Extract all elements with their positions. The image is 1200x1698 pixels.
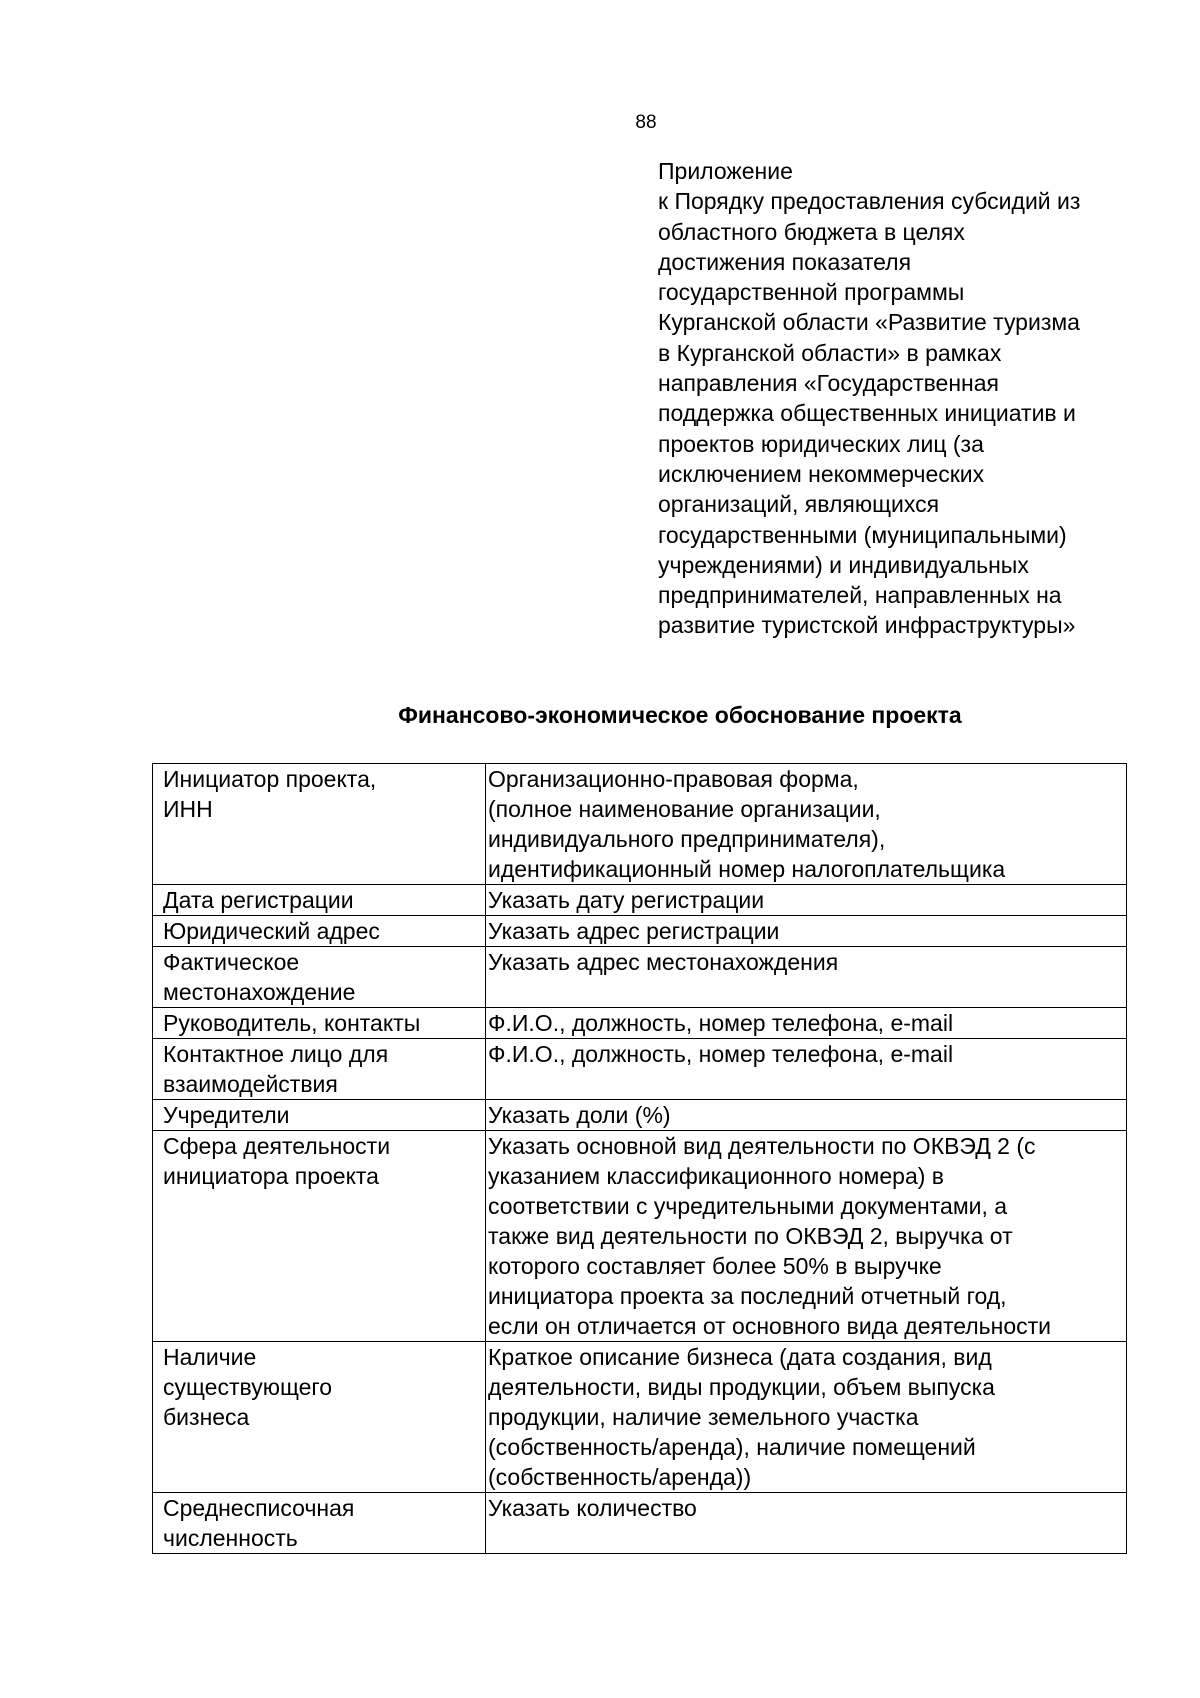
table-row	[153, 1008, 1127, 1039]
table-row	[153, 1039, 1127, 1100]
cell-line: (собственность/аренда))	[488, 1464, 752, 1490]
row-label-actual-location	[153, 947, 486, 1008]
cell-line: Среднесписочная	[163, 1495, 355, 1521]
appendix-line: направления «Государственная	[658, 370, 1000, 397]
cell-line: также вид деятельности по ОКВЭД 2, выручка от	[488, 1223, 1013, 1249]
cell-line: Инициатор проекта,	[163, 766, 377, 792]
cell-line: существующего	[163, 1374, 333, 1400]
cell-line: Организационно-правовая форма,	[488, 766, 859, 792]
row-value-existing-business	[486, 1342, 1127, 1493]
table-row	[153, 916, 1127, 947]
row-value-initiator	[486, 764, 1127, 885]
cell-line: если он отличается от основного вида деятельности	[488, 1313, 1052, 1339]
cell-line: (полное наименование организации,	[488, 796, 881, 822]
row-label-founders	[153, 1100, 486, 1131]
cell-line: идентификационный номер налогоплательщика	[488, 856, 1006, 882]
cell-line: Указать доли (%)	[488, 1102, 671, 1128]
cell-line: Сфера деятельности	[163, 1133, 391, 1159]
document-title: Финансово-экономическое обоснование проекта	[398, 702, 962, 728]
row-label-existing-business	[153, 1342, 486, 1493]
appendix-line: к Порядку предоставления субсидий из	[658, 188, 1081, 215]
project-info-table	[152, 763, 1127, 1554]
table-row	[153, 947, 1127, 1008]
table-row	[153, 885, 1127, 916]
appendix-line: исключением некоммерческих	[658, 460, 985, 487]
appendix-line: Приложение	[658, 158, 793, 184]
row-value-activity-area	[486, 1131, 1127, 1342]
cell-line: Контактное лицо для	[163, 1041, 389, 1067]
cell-line: ИНН	[163, 796, 213, 822]
appendix-line: поддержка общественных инициатив и	[658, 400, 1076, 427]
appendix-line: областного бюджета в целях	[658, 218, 965, 245]
cell-line: Ф.И.О., должность, номер телефона, e-mail	[488, 1041, 954, 1067]
cell-line: Дата регистрации	[163, 887, 354, 913]
cell-line: численность	[163, 1525, 298, 1551]
row-label-contact-person	[153, 1039, 486, 1100]
row-label-legal-address	[153, 916, 486, 947]
cell-line: взаимодействия	[163, 1071, 338, 1097]
cell-line: бизнеса	[163, 1404, 250, 1430]
appendix-line: организаций, являющихся	[658, 491, 940, 518]
cell-line: Указать адрес регистрации	[488, 918, 780, 944]
appendix-line: достижения показателя	[658, 248, 912, 275]
appendix-line: Курганской области «Развитие туризма	[658, 309, 1080, 336]
cell-line: инициатора проекта за последний отчетный год,	[488, 1283, 1007, 1309]
row-value-registration-date	[486, 885, 1127, 916]
cell-line: Учредители	[163, 1102, 290, 1128]
cell-line: инициатора проекта	[163, 1163, 379, 1189]
page-number: 88	[635, 112, 657, 133]
cell-line: Ф.И.О., должность, номер телефона, e-mail	[488, 1010, 954, 1036]
row-value-headcount	[486, 1493, 1127, 1554]
cell-line: Наличие	[163, 1344, 257, 1370]
appendix-heading	[658, 156, 1178, 641]
table-row	[153, 1493, 1127, 1554]
cell-line: местонахождение	[163, 979, 356, 1005]
cell-line: продукции, наличие земельного участка	[488, 1404, 919, 1430]
cell-line: Краткое описание бизнеса (дата создания, вид	[488, 1344, 992, 1370]
row-value-legal-address	[486, 916, 1127, 947]
appendix-line: учреждениями) и индивидуальных	[658, 551, 1029, 578]
appendix-line: развитие туристской инфраструктуры»	[658, 612, 1076, 639]
row-label-registration-date	[153, 885, 486, 916]
cell-line: Указать дату регистрации	[488, 887, 765, 913]
table-row	[153, 1131, 1127, 1342]
row-label-activity-area	[153, 1131, 486, 1342]
cell-line: указанием классификационного номера) в	[488, 1163, 945, 1189]
row-value-head-contacts	[486, 1008, 1127, 1039]
cell-line: деятельности, виды продукции, объем выпуска	[488, 1374, 995, 1400]
cell-line: Юридический адрес	[163, 918, 380, 944]
appendix-line: государственными (муниципальными)	[658, 521, 1067, 548]
row-label-initiator	[153, 764, 486, 885]
cell-line: Указать адрес местонахождения	[488, 949, 839, 975]
row-value-actual-location	[486, 947, 1127, 1008]
cell-line: Фактическое	[163, 949, 300, 975]
cell-line: соответствии с учредительными документами, а	[488, 1193, 1008, 1219]
table-row	[153, 1100, 1127, 1131]
row-label-headcount	[153, 1493, 486, 1554]
cell-line: индивидуального предпринимателя),	[488, 826, 886, 852]
cell-line: которого составляет более 50% в выручке	[488, 1253, 942, 1279]
table-row	[153, 1342, 1127, 1493]
appendix-line: проектов юридических лиц (за	[658, 430, 984, 457]
cell-line: Указать количество	[488, 1495, 697, 1521]
row-value-founders	[486, 1100, 1127, 1131]
cell-line: (собственность/аренда), наличие помещений	[488, 1434, 976, 1460]
appendix-line: в Курганской области» в рамках	[658, 339, 1002, 366]
row-label-head-contacts	[153, 1008, 486, 1039]
appendix-line: предпринимателей, направленных на	[658, 582, 1062, 609]
row-value-contact-person	[486, 1039, 1127, 1100]
cell-line: Указать основной вид деятельности по ОКВЭД 2 (с	[488, 1133, 1036, 1159]
cell-line: Руководитель, контакты	[163, 1010, 421, 1036]
table-row	[153, 764, 1127, 885]
appendix-line: государственной программы	[658, 279, 965, 306]
